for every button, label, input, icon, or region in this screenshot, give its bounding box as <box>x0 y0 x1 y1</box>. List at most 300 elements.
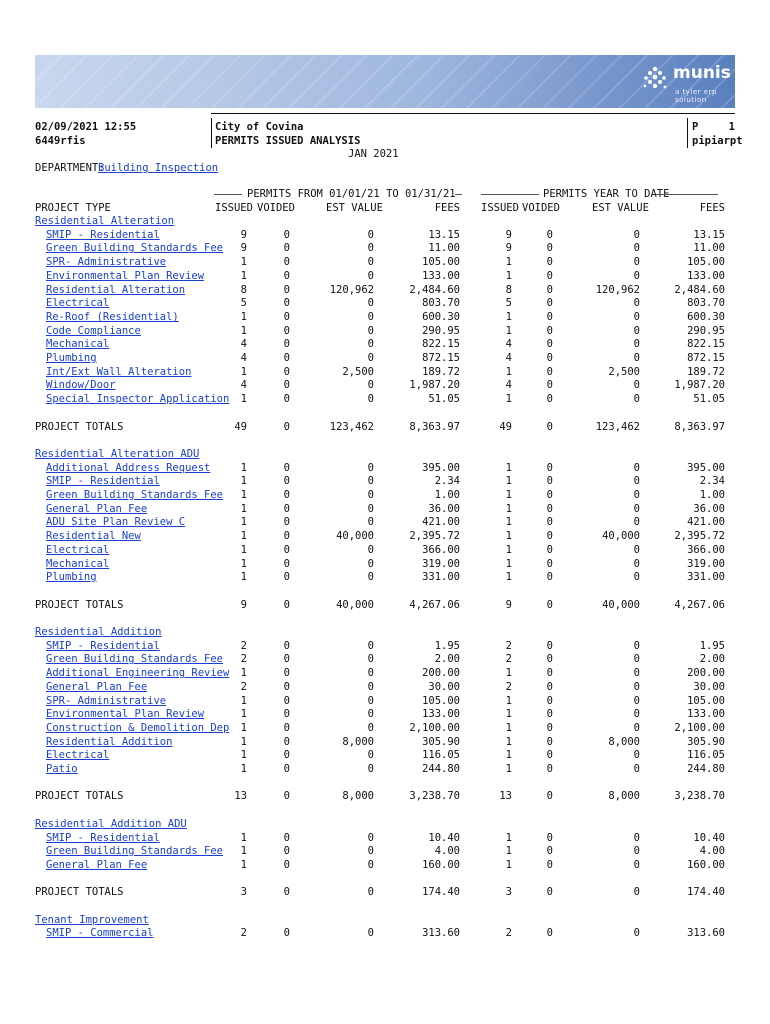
fee-item-link[interactable]: SMIP - Residential <box>46 228 160 241</box>
cell-ytd-fees: 105.00 <box>687 256 725 269</box>
cell-est-value: 2,500 <box>342 365 374 378</box>
cell-fees: 189.72 <box>422 365 460 378</box>
total-ytd-issued: 13 <box>499 790 512 803</box>
project-totals-label: PROJECT TOTALS <box>35 598 124 611</box>
cell-ytd-fees: 290.95 <box>687 324 725 337</box>
cell-ytd-fees: 313.60 <box>687 927 725 940</box>
cell-voided: 0 <box>283 338 290 351</box>
cell-voided: 0 <box>283 393 290 406</box>
cell-voided: 0 <box>283 269 290 282</box>
ytd-rule-left <box>481 194 539 195</box>
cell-ytd-est-value: 0 <box>633 858 640 871</box>
cell-ytd-voided: 0 <box>546 763 553 775</box>
cell-ytd-est-value: 40,000 <box>602 530 640 543</box>
cell-ytd-voided: 0 <box>546 310 553 323</box>
cell-ytd-issued: 1 <box>505 749 512 762</box>
cell-ytd-voided: 0 <box>546 461 553 474</box>
fee-item-link[interactable]: Green Building Standards Fee <box>46 653 224 666</box>
cell-voided: 0 <box>283 324 290 337</box>
cell-est-value: 0 <box>367 721 374 734</box>
cell-ytd-fees: 872.15 <box>687 352 725 364</box>
total-issued: 49 <box>234 420 247 433</box>
cell-ytd-fees: 116.05 <box>687 749 725 762</box>
cell-voided: 0 <box>283 310 290 323</box>
total-ytd-est-value: 40,000 <box>602 598 640 611</box>
cell-voided: 0 <box>283 694 290 707</box>
cell-ytd-voided: 0 <box>546 365 553 378</box>
cell-ytd-voided: 0 <box>546 269 553 282</box>
cell-issued: 1 <box>240 516 247 529</box>
fee-item-link[interactable]: Green Building Standards Fee <box>46 242 224 255</box>
cell-voided: 0 <box>283 352 290 364</box>
cell-voided: 0 <box>283 489 290 501</box>
cell-ytd-voided: 0 <box>546 379 553 392</box>
cell-fees: 30.00 <box>428 680 460 693</box>
ytd-group-header: PERMITS YEAR TO DATE <box>543 188 670 200</box>
cell-est-value: 0 <box>367 338 374 351</box>
cell-fees: 105.00 <box>422 256 460 269</box>
cell-est-value: 120,962 <box>329 283 374 296</box>
cell-ytd-fees: 4.00 <box>699 845 725 858</box>
fee-item-link[interactable]: Special Inspector Application <box>46 393 230 406</box>
header-divider-right <box>687 118 688 148</box>
cell-issued: 1 <box>240 845 247 858</box>
cell-ytd-voided: 0 <box>546 352 553 364</box>
cell-est-value: 0 <box>367 516 374 529</box>
total-est-value: 0 <box>367 886 374 899</box>
cell-issued: 9 <box>240 242 247 255</box>
total-fees: 174.40 <box>422 886 460 899</box>
cell-ytd-issued: 8 <box>505 283 512 296</box>
cell-fees: 2,100.00 <box>409 721 460 734</box>
fee-item-link[interactable]: SMIP - Commercial <box>46 927 154 940</box>
cell-ytd-voided: 0 <box>546 845 553 858</box>
col-voided: VOIDED <box>257 202 295 214</box>
cell-issued: 1 <box>240 721 247 734</box>
fee-item-link[interactable]: Additional Address Request <box>46 461 211 474</box>
fee-item-link[interactable]: Int/Ext Wall Alteration <box>46 365 192 378</box>
cell-fees: 2,395.72 <box>409 530 460 543</box>
project-type-link[interactable]: Residential Addition ADU <box>35 817 187 830</box>
cell-est-value: 8,000 <box>342 735 374 748</box>
cell-ytd-fees: 600.30 <box>687 310 725 323</box>
cell-est-value: 0 <box>367 489 374 501</box>
cell-ytd-fees: 160.00 <box>687 858 725 871</box>
cell-voided: 0 <box>283 297 290 310</box>
cell-ytd-issued: 1 <box>505 845 512 858</box>
cell-est-value: 0 <box>367 708 374 721</box>
cell-ytd-fees: 200.00 <box>687 667 725 680</box>
ytd-rule-right <box>656 194 718 195</box>
group-rule-left-end <box>455 194 462 195</box>
total-ytd-voided: 0 <box>546 886 553 899</box>
cell-ytd-est-value: 0 <box>633 557 640 570</box>
cell-ytd-est-value: 0 <box>633 831 640 844</box>
total-ytd-fees: 174.40 <box>687 886 725 899</box>
fee-item-link[interactable]: Electrical <box>46 543 110 556</box>
cell-ytd-voided: 0 <box>546 653 553 666</box>
cell-ytd-fees: 1,987.20 <box>674 379 725 392</box>
cell-ytd-voided: 0 <box>546 543 553 556</box>
fee-item-link[interactable]: Construction & Demolition Dep <box>46 721 230 734</box>
cell-ytd-voided: 0 <box>546 735 553 748</box>
cell-issued: 1 <box>240 324 247 337</box>
cell-ytd-est-value: 0 <box>633 749 640 762</box>
cell-ytd-issued: 1 <box>505 324 512 337</box>
cell-ytd-issued: 1 <box>505 735 512 748</box>
page-number: 1 <box>728 121 735 133</box>
munis-logo <box>639 61 729 103</box>
cell-fees: 872.15 <box>422 352 460 364</box>
cell-ytd-issued: 1 <box>505 393 512 406</box>
cell-ytd-fees: 366.00 <box>687 543 725 556</box>
cell-ytd-voided: 0 <box>546 502 553 515</box>
cell-ytd-issued: 2 <box>505 927 512 940</box>
cell-voided: 0 <box>283 571 290 584</box>
cell-ytd-issued: 4 <box>505 338 512 351</box>
cell-ytd-issued: 2 <box>505 653 512 666</box>
cell-issued: 1 <box>240 530 247 543</box>
cell-est-value: 40,000 <box>336 530 374 543</box>
fee-item-link[interactable]: Mechanical <box>46 557 110 570</box>
total-ytd-issued: 9 <box>505 598 512 611</box>
cell-issued: 4 <box>240 338 247 351</box>
fee-item-link[interactable]: Mechanical <box>46 338 110 351</box>
cell-voided: 0 <box>283 721 290 734</box>
fee-item-link[interactable]: Plumbing <box>46 352 97 364</box>
cell-ytd-est-value: 0 <box>633 310 640 323</box>
cell-issued: 2 <box>240 653 247 666</box>
cell-issued: 2 <box>240 639 247 652</box>
fee-item-link[interactable]: General Plan Fee <box>46 680 148 693</box>
project-type-link[interactable]: Residential Addition <box>35 626 162 638</box>
cell-voided: 0 <box>283 530 290 543</box>
fee-item-link[interactable]: Additional Engineering Review <box>46 667 230 680</box>
total-fees: 4,267.06 <box>409 598 460 611</box>
fee-item-link[interactable]: Window/Door <box>46 379 116 392</box>
cell-voided: 0 <box>283 557 290 570</box>
cell-ytd-voided: 0 <box>546 489 553 501</box>
cell-issued: 5 <box>240 297 247 310</box>
cell-ytd-voided: 0 <box>546 667 553 680</box>
cell-est-value: 0 <box>367 502 374 515</box>
cell-voided: 0 <box>283 763 290 775</box>
cell-est-value: 0 <box>367 352 374 364</box>
cell-ytd-fees: 331.00 <box>687 571 725 584</box>
cell-ytd-issued: 1 <box>505 516 512 529</box>
cell-fees: 822.15 <box>422 338 460 351</box>
cell-ytd-issued: 1 <box>505 763 512 775</box>
cell-fees: 133.00 <box>422 269 460 282</box>
fee-item-link[interactable]: Residential New <box>46 530 141 543</box>
cell-ytd-est-value: 0 <box>633 516 640 529</box>
fee-item-link[interactable]: SMIP - Residential <box>46 639 160 652</box>
cell-issued: 1 <box>240 858 247 871</box>
cell-issued: 1 <box>240 763 247 775</box>
logo-dots-icon <box>641 65 669 93</box>
header-rule <box>211 113 735 114</box>
cell-ytd-issued: 2 <box>505 639 512 652</box>
cell-ytd-est-value: 8,000 <box>608 735 640 748</box>
total-voided: 0 <box>283 598 290 611</box>
cell-issued: 1 <box>240 461 247 474</box>
cell-fees: 244.80 <box>422 763 460 775</box>
cell-fees: 13.15 <box>428 228 460 241</box>
fee-item-link[interactable]: General Plan Fee <box>46 858 148 871</box>
cell-ytd-est-value: 0 <box>633 475 640 488</box>
header-divider-left <box>211 118 212 148</box>
cell-issued: 1 <box>240 831 247 844</box>
cell-est-value: 0 <box>367 557 374 570</box>
project-type-link[interactable]: Residential Alteration <box>35 215 175 227</box>
cell-fees: 2,484.60 <box>409 283 460 296</box>
cell-ytd-fees: 105.00 <box>687 694 725 707</box>
cell-ytd-voided: 0 <box>546 858 553 871</box>
cell-voided: 0 <box>283 639 290 652</box>
cell-ytd-issued: 2 <box>505 680 512 693</box>
cell-fees: 366.00 <box>422 543 460 556</box>
cell-ytd-fees: 13.15 <box>693 228 725 241</box>
cell-ytd-issued: 1 <box>505 667 512 680</box>
cell-voided: 0 <box>283 653 290 666</box>
cell-est-value: 0 <box>367 653 374 666</box>
cell-ytd-est-value: 0 <box>633 639 640 652</box>
cell-ytd-voided: 0 <box>546 324 553 337</box>
cell-fees: 600.30 <box>422 310 460 323</box>
cell-ytd-issued: 4 <box>505 352 512 364</box>
cell-issued: 1 <box>240 749 247 762</box>
cell-ytd-voided: 0 <box>546 393 553 406</box>
cell-ytd-issued: 1 <box>505 858 512 871</box>
cell-fees: 395.00 <box>422 461 460 474</box>
cell-ytd-voided: 0 <box>546 749 553 762</box>
cell-voided: 0 <box>283 242 290 255</box>
total-issued: 13 <box>234 790 247 803</box>
cell-ytd-est-value: 0 <box>633 667 640 680</box>
cell-ytd-issued: 1 <box>505 543 512 556</box>
cell-issued: 1 <box>240 393 247 406</box>
cell-issued: 1 <box>240 502 247 515</box>
project-type-link[interactable]: Tenant Improvement <box>35 913 149 926</box>
cell-ytd-voided: 0 <box>546 475 553 488</box>
total-voided: 0 <box>283 886 290 899</box>
cell-issued: 1 <box>240 557 247 570</box>
cell-ytd-est-value: 0 <box>633 502 640 515</box>
header-banner <box>35 55 735 108</box>
cell-fees: 116.05 <box>422 749 460 762</box>
logo-tagline: a tyler erp solution <box>675 88 717 104</box>
project-type-link[interactable]: Residential Alteration ADU <box>35 447 200 460</box>
cell-ytd-issued: 1 <box>505 269 512 282</box>
cell-ytd-fees: 133.00 <box>687 708 725 721</box>
total-ytd-fees: 3,238.70 <box>674 790 725 803</box>
program-id: pipiarpt <box>692 135 743 147</box>
cell-voided: 0 <box>283 667 290 680</box>
cell-est-value: 0 <box>367 571 374 584</box>
cell-ytd-est-value: 0 <box>633 543 640 556</box>
cell-ytd-fees: 319.00 <box>687 557 725 570</box>
cell-est-value: 0 <box>367 831 374 844</box>
cell-issued: 2 <box>240 927 247 940</box>
cell-ytd-fees: 421.00 <box>687 516 725 529</box>
cell-fees: 331.00 <box>422 571 460 584</box>
cell-est-value: 0 <box>367 379 374 392</box>
fee-item-link[interactable]: General Plan Fee <box>46 502 148 515</box>
cell-issued: 1 <box>240 310 247 323</box>
fee-item-link[interactable]: Residential Alteration <box>46 283 186 296</box>
total-ytd-est-value: 0 <box>633 886 640 899</box>
cell-ytd-voided: 0 <box>546 694 553 707</box>
fee-item-link[interactable]: Re-Roof (Residential) <box>46 310 179 323</box>
cell-issued: 1 <box>240 694 247 707</box>
fee-item-link[interactable]: Code Compliance <box>46 324 141 337</box>
cell-ytd-voided: 0 <box>546 516 553 529</box>
cell-issued: 2 <box>240 680 247 693</box>
total-ytd-issued: 49 <box>499 420 512 433</box>
cell-ytd-voided: 0 <box>546 256 553 269</box>
cell-voided: 0 <box>283 858 290 871</box>
cell-issued: 4 <box>240 352 247 364</box>
fee-item-link[interactable]: SPR- Administrative <box>46 694 167 707</box>
cell-est-value: 0 <box>367 667 374 680</box>
cell-ytd-issued: 1 <box>505 530 512 543</box>
cell-ytd-issued: 1 <box>505 475 512 488</box>
cell-ytd-issued: 5 <box>505 297 512 310</box>
cell-fees: 290.95 <box>422 324 460 337</box>
cell-voided: 0 <box>283 543 290 556</box>
department-label: DEPARTMENT: <box>35 162 105 174</box>
fee-item-link[interactable]: Environmental Plan Review <box>46 269 205 282</box>
cell-fees: 803.70 <box>422 297 460 310</box>
city-name: City of Covina <box>215 121 304 133</box>
cell-ytd-voided: 0 <box>546 297 553 310</box>
fee-item-link[interactable]: Environmental Plan Review <box>46 708 205 721</box>
cell-est-value: 0 <box>367 845 374 858</box>
fee-item-link[interactable]: Electrical <box>46 297 110 310</box>
cell-ytd-fees: 189.72 <box>687 365 725 378</box>
cell-est-value: 0 <box>367 763 374 775</box>
cell-ytd-fees: 36.00 <box>693 502 725 515</box>
group-rule-left <box>214 194 242 195</box>
cell-fees: 1.95 <box>434 639 460 652</box>
report-title: PERMITS ISSUED ANALYSIS <box>215 135 361 147</box>
cell-issued: 1 <box>240 269 247 282</box>
cell-est-value: 0 <box>367 242 374 255</box>
total-est-value: 123,462 <box>329 420 374 433</box>
cell-ytd-voided: 0 <box>546 338 553 351</box>
cell-voided: 0 <box>283 516 290 529</box>
cell-issued: 9 <box>240 228 247 241</box>
cell-ytd-fees: 305.90 <box>687 735 725 748</box>
fee-item-link[interactable]: Electrical <box>46 749 110 762</box>
cell-voided: 0 <box>283 379 290 392</box>
fee-item-link[interactable]: SMIP - Residential <box>46 475 160 488</box>
cell-ytd-est-value: 0 <box>633 721 640 734</box>
cell-voided: 0 <box>283 461 290 474</box>
cell-ytd-fees: 1.95 <box>699 639 725 652</box>
fee-item-link[interactable]: ADU Site Plan Review C <box>46 516 186 529</box>
total-ytd-est-value: 123,462 <box>595 420 640 433</box>
cell-fees: 51.05 <box>428 393 460 406</box>
cell-fees: 313.60 <box>422 927 460 940</box>
fee-item-link[interactable]: Residential Addition <box>46 735 173 748</box>
cell-voided: 0 <box>283 831 290 844</box>
cell-ytd-fees: 11.00 <box>693 242 725 255</box>
cell-fees: 133.00 <box>422 708 460 721</box>
cell-ytd-fees: 822.15 <box>687 338 725 351</box>
cell-ytd-est-value: 0 <box>633 708 640 721</box>
total-issued: 9 <box>240 598 247 611</box>
cell-issued: 4 <box>240 379 247 392</box>
cell-fees: 305.90 <box>422 735 460 748</box>
cell-voided: 0 <box>283 927 290 940</box>
cell-voided: 0 <box>283 475 290 488</box>
cell-ytd-issued: 1 <box>505 502 512 515</box>
cell-ytd-issued: 1 <box>505 721 512 734</box>
cell-ytd-voided: 0 <box>546 571 553 584</box>
fee-item-link[interactable]: SMIP - Residential <box>46 831 160 844</box>
cell-ytd-est-value: 0 <box>633 489 640 501</box>
cell-est-value: 0 <box>367 393 374 406</box>
cell-est-value: 0 <box>367 927 374 940</box>
total-ytd-fees: 8,363.97 <box>674 420 725 433</box>
cell-ytd-est-value: 0 <box>633 653 640 666</box>
cell-ytd-voided: 0 <box>546 283 553 296</box>
fee-item-link[interactable]: Plumbing <box>46 571 97 584</box>
cell-issued: 1 <box>240 708 247 721</box>
col-ytd-fees: FEES <box>699 202 725 214</box>
cell-ytd-est-value: 0 <box>633 324 640 337</box>
col-ytd-issued: ISSUED <box>481 202 519 214</box>
cell-issued: 1 <box>240 735 247 748</box>
fee-item-link[interactable]: Green Building Standards Fee <box>46 489 224 501</box>
cell-fees: 319.00 <box>422 557 460 570</box>
cell-voided: 0 <box>283 256 290 269</box>
cell-issued: 1 <box>240 256 247 269</box>
cell-ytd-issued: 1 <box>505 310 512 323</box>
cell-ytd-est-value: 0 <box>633 256 640 269</box>
cell-ytd-est-value: 0 <box>633 694 640 707</box>
cell-ytd-issued: 1 <box>505 831 512 844</box>
cell-issued: 1 <box>240 365 247 378</box>
cell-ytd-fees: 2.00 <box>699 653 725 666</box>
total-est-value: 40,000 <box>336 598 374 611</box>
cell-fees: 11.00 <box>428 242 460 255</box>
cell-ytd-est-value: 0 <box>633 680 640 693</box>
cell-voided: 0 <box>283 735 290 748</box>
fee-item-link[interactable]: SPR- Administrative <box>46 256 167 269</box>
fee-item-link[interactable]: Green Building Standards Fee <box>46 845 224 858</box>
report-period: JAN 2021 <box>348 148 399 160</box>
cell-ytd-est-value: 0 <box>633 393 640 406</box>
page-label: P <box>692 121 699 133</box>
cell-ytd-issued: 1 <box>505 708 512 721</box>
cell-est-value: 0 <box>367 297 374 310</box>
cell-est-value: 0 <box>367 256 374 269</box>
cell-ytd-est-value: 0 <box>633 379 640 392</box>
cell-est-value: 0 <box>367 269 374 282</box>
report-datetime: 02/09/2021 12:55 <box>35 121 137 133</box>
cell-ytd-issued: 9 <box>505 242 512 255</box>
cell-ytd-voided: 0 <box>546 831 553 844</box>
cell-ytd-voided: 0 <box>546 721 553 734</box>
cell-issued: 1 <box>240 489 247 501</box>
cell-ytd-fees: 2,100.00 <box>674 721 725 734</box>
fee-item-link[interactable]: Patio <box>46 763 78 775</box>
department-link[interactable]: Building Inspection <box>98 162 219 174</box>
cell-fees: 1.00 <box>434 489 460 501</box>
cell-ytd-est-value: 2,500 <box>608 365 640 378</box>
